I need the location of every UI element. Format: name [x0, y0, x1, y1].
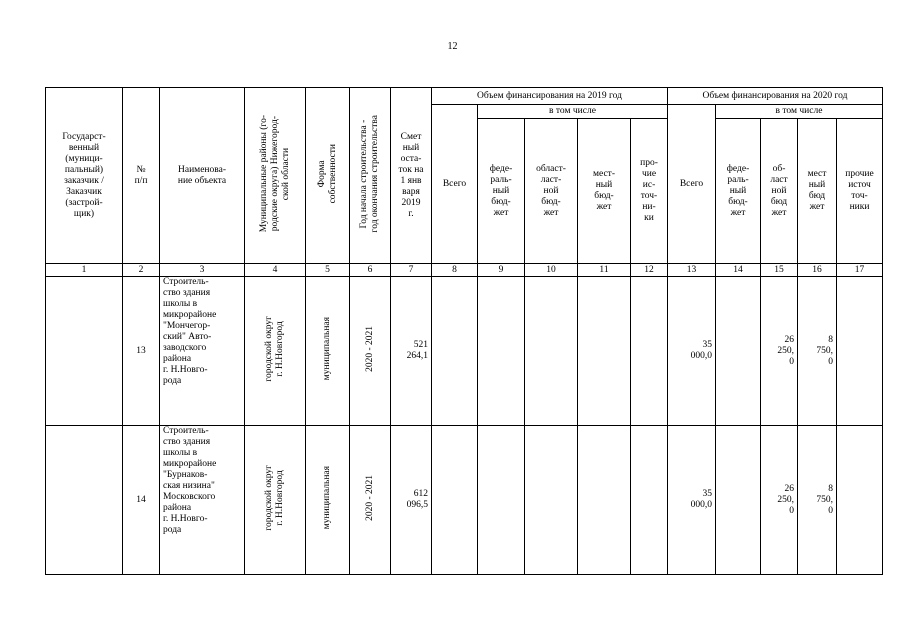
- cell-object-name: Строитель- ство здания школы в микрорайоне "Бурнаков- ская низина" Московского района г. Н.Новго- рода: [160, 426, 245, 575]
- cell-district: городской округ г. Н.Новгород: [245, 277, 306, 426]
- cell-regional-2019: [525, 277, 578, 426]
- header-ownership: Форма собственности: [306, 88, 350, 264]
- column-number: 12: [631, 264, 668, 277]
- cell-regional-2019: [525, 426, 578, 575]
- cell-federal-2020: [716, 277, 761, 426]
- column-number: 4: [245, 264, 306, 277]
- cell-ownership: муниципальная: [306, 277, 350, 426]
- cell-other-2019: [631, 426, 668, 575]
- header-federal-2020: феде- раль- ный бюд- жет: [716, 119, 761, 264]
- header-total-2019: Всего: [432, 105, 478, 264]
- header-other-2020: прочие источ точ- ники: [837, 119, 883, 264]
- cell-years: 2020 - 2021: [350, 277, 391, 426]
- column-number: 17: [837, 264, 883, 277]
- header-other-2019: про- чие ис- точ- ни- ки: [631, 119, 668, 264]
- cell-total-2019: [432, 277, 478, 426]
- header-fin-2019: Объем финансирования на 2019 год: [432, 88, 668, 105]
- column-number: 3: [160, 264, 245, 277]
- cell-num: 13: [123, 277, 160, 426]
- cell-customer: [46, 426, 123, 575]
- cell-local-2020: 8 750, 0: [798, 426, 837, 575]
- cell-ownership: муниципальная: [306, 426, 350, 575]
- column-number: 5: [306, 264, 350, 277]
- cell-object-name: Строитель- ство здания школы в микрорайоне "Мончегор- ский" Авто- заводского района г. Н.Новго- рода: [160, 277, 245, 426]
- table-row: [46, 277, 883, 426]
- cell-other-2020: [837, 426, 883, 575]
- column-number: 9: [478, 264, 525, 277]
- column-number: 10: [525, 264, 578, 277]
- header-years: Год начала строительства - год окончания строительства: [350, 88, 391, 264]
- cell-federal-2019: [478, 426, 525, 575]
- cell-total-2019: [432, 426, 478, 575]
- financing-table: [45, 87, 883, 575]
- column-number: 16: [798, 264, 837, 277]
- cell-total-2020: 35 000,0: [668, 277, 716, 426]
- cell-other-2020: [837, 277, 883, 426]
- cell-district: городской округ г. Н.Новгород: [245, 426, 306, 575]
- cell-regional-2020: 26 250, 0: [761, 426, 798, 575]
- column-number: 13: [668, 264, 716, 277]
- header-estimate: Смет ный оста- ток на 1 янв варя 2019 г.: [391, 88, 432, 264]
- header-regional-2020: об- ласт ной бюд жет: [761, 119, 798, 264]
- cell-federal-2019: [478, 277, 525, 426]
- column-number: 2: [123, 264, 160, 277]
- cell-estimate: 521 264,1: [391, 277, 432, 426]
- column-number: 14: [716, 264, 761, 277]
- column-number: 6: [350, 264, 391, 277]
- column-number: 7: [391, 264, 432, 277]
- header-object-name: Наименова- ние объекта: [160, 88, 245, 264]
- cell-federal-2020: [716, 426, 761, 575]
- column-number-row: [46, 264, 883, 277]
- header-num: № п/п: [123, 88, 160, 264]
- cell-local-2019: [578, 277, 631, 426]
- column-number: 1: [46, 264, 123, 277]
- cell-local-2020: 8 750, 0: [798, 277, 837, 426]
- column-number: 11: [578, 264, 631, 277]
- cell-customer: [46, 277, 123, 426]
- cell-regional-2020: 26 250, 0: [761, 277, 798, 426]
- header-regional-2019: област- ласт- ной бюд- жет: [525, 119, 578, 264]
- header-local-2019: мест- ный бюд- жет: [578, 119, 631, 264]
- header-federal-2019: феде- раль- ный бюд- жет: [478, 119, 525, 264]
- cell-total-2020: 35 000,0: [668, 426, 716, 575]
- column-number: 15: [761, 264, 798, 277]
- cell-local-2019: [578, 426, 631, 575]
- header-fin-2020: Объем финансирования на 2020 год: [668, 88, 883, 105]
- header-including-2020: в том числе: [716, 105, 883, 119]
- page-number: 12: [447, 41, 458, 52]
- header-districts: Муниципальные районы (го- родские округа) Нижегород- ской области: [245, 88, 306, 264]
- cell-num: 14: [123, 426, 160, 575]
- column-number: 8: [432, 264, 478, 277]
- cell-estimate: 612 096,5: [391, 426, 432, 575]
- header-local-2020: мест ный бюд жет: [798, 119, 837, 264]
- header-customer: Государст- венный (муници- пальный) заказчик / Заказчик (застрой- щик): [46, 88, 123, 264]
- cell-other-2019: [631, 277, 668, 426]
- cell-years: 2020 - 2021: [350, 426, 391, 575]
- header-total-2020: Всего: [668, 105, 716, 264]
- table-row: [46, 426, 883, 575]
- header-including-2019: в том числе: [478, 105, 668, 119]
